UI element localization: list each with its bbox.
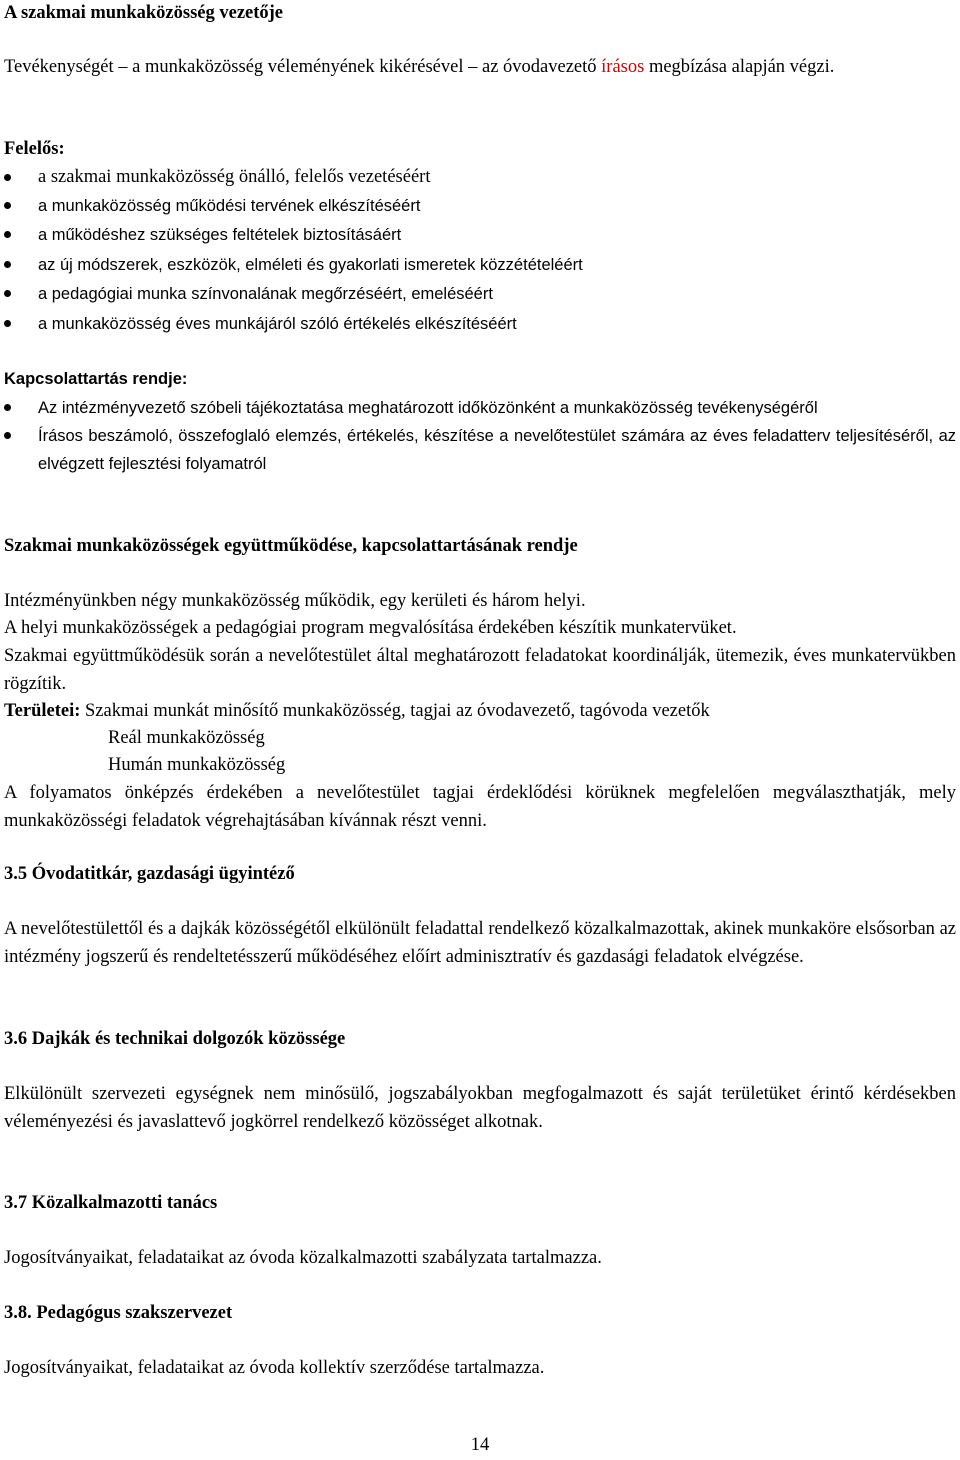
paragraph: Elkülönült szervezeti egységnek nem minősülő, jogszabályokban megfogalmazott és saját területüket érintő kérdésekben véleményezési és javaslattevő jogkörrel rendelkező közösséget alkotnak. xyxy=(4,1084,956,1132)
list-item: a pedagógiai munka színvonalának megőrzéséért, emeléséért xyxy=(4,280,956,310)
page-number: 14 xyxy=(470,1435,490,1455)
teruletei-item: Humán munkaközösség xyxy=(108,755,286,775)
list-item: az új módszerek, eszközök, elméleti és gyakorlati ismeretek közzétételéért xyxy=(4,251,956,281)
intro-text-1: Tevékenységét – a munkaközösség véleményének kikérésével – az óvodavezető xyxy=(4,57,597,77)
paragraph: Jogosítványaikat, feladataikat az óvoda kollektív szerződése tartalmazza. xyxy=(4,1358,545,1378)
felelos-list xyxy=(4,164,956,339)
intro-text-2: megbízása alapján végzi. xyxy=(648,57,835,77)
teruletei-label: Területei: xyxy=(4,701,81,721)
felelos-label: Felelős: xyxy=(4,139,65,159)
list-item: a munkaközösség működési tervének elkészítéséért xyxy=(4,192,956,222)
teruletei-line xyxy=(4,698,956,726)
intro-highlight: írásos xyxy=(601,57,645,77)
paragraph: A folyamatos önképzés érdekében a nevelőtestület tagjai érdeklődési körüknek megfelelően megválaszthatják, mely munkaközösségi feladatok végrehajtásában kívánnak részt venni. xyxy=(4,783,956,831)
paragraph: Szakmai együttműködésük során a nevelőtestület által meghatározott feladatokat koordinálják, ütemezik, éves munkatervükben rögzítik. xyxy=(4,646,956,694)
section-heading-3-6: 3.6 Dajkák és technikai dolgozók közössége xyxy=(4,1029,346,1049)
section-heading-3-5: 3.5 Óvodatitkár, gazdasági ügyintéző xyxy=(4,864,295,884)
section-heading-cooperation: Szakmai munkaközösségek együttműködése, kapcsolattartásának rendje xyxy=(4,536,578,556)
list-item: a szakmai munkaközösség önálló, felelős vezetéséért xyxy=(4,164,956,192)
paragraph: Intézményünkben négy munkaközösség működik, egy kerületi és három helyi. xyxy=(4,591,586,611)
list-item: Az intézményvezető szóbeli tájékoztatása meghatározott időközönként a munkaközösség tevékenységéről xyxy=(4,394,956,422)
teruletei-item: Reál munkaközösség xyxy=(108,728,265,748)
section-heading-3-8: 3.8. Pedagógus szakszervezet xyxy=(4,1303,233,1323)
heading-leader: A szakmai munkaközösség vezetője xyxy=(4,3,284,23)
list-item: a munkaközösség éves munkájáról szóló értékelés elkészítéséért xyxy=(4,310,956,340)
list-item: Írásos beszámoló, összefoglaló elemzés, értékelés, készítése a nevelőtestület számára az éves feladatterv teljesítéséről, az elvégzett fejlesztési folyamatról xyxy=(4,422,956,478)
paragraph: A nevelőtestülettől és a dajkák közösségétől elkülönült feladattal rendelkező közalkalmazottak, akinek munkaköre elsősorban az intézmény jogszerű és rendeltetésszerű működéséhez előírt adminisztratív és gazdasági feladatok elvégzése. xyxy=(4,919,956,967)
section-heading-3-7: 3.7 Közalkalmazotti tanács xyxy=(4,1193,218,1213)
kapcsolat-label: Kapcsolattartás rendje: xyxy=(4,370,188,388)
teruletei-item: Szakmai munkát minősítő munkaközösség, tagjai az óvodavezető, tagóvoda vezetők xyxy=(85,701,710,721)
paragraph: Jogosítványaikat, feladataikat az óvoda közalkalmazotti szabályzata tartalmazza. xyxy=(4,1248,602,1268)
list-item: a működéshez szükséges feltételek biztosításáért xyxy=(4,221,956,251)
kapcsolat-list xyxy=(4,394,956,478)
intro-paragraph xyxy=(4,54,956,82)
paragraph: A helyi munkaközösségek a pedagógiai program megvalósítása érdekében készítik munkatervüket. xyxy=(4,618,737,638)
